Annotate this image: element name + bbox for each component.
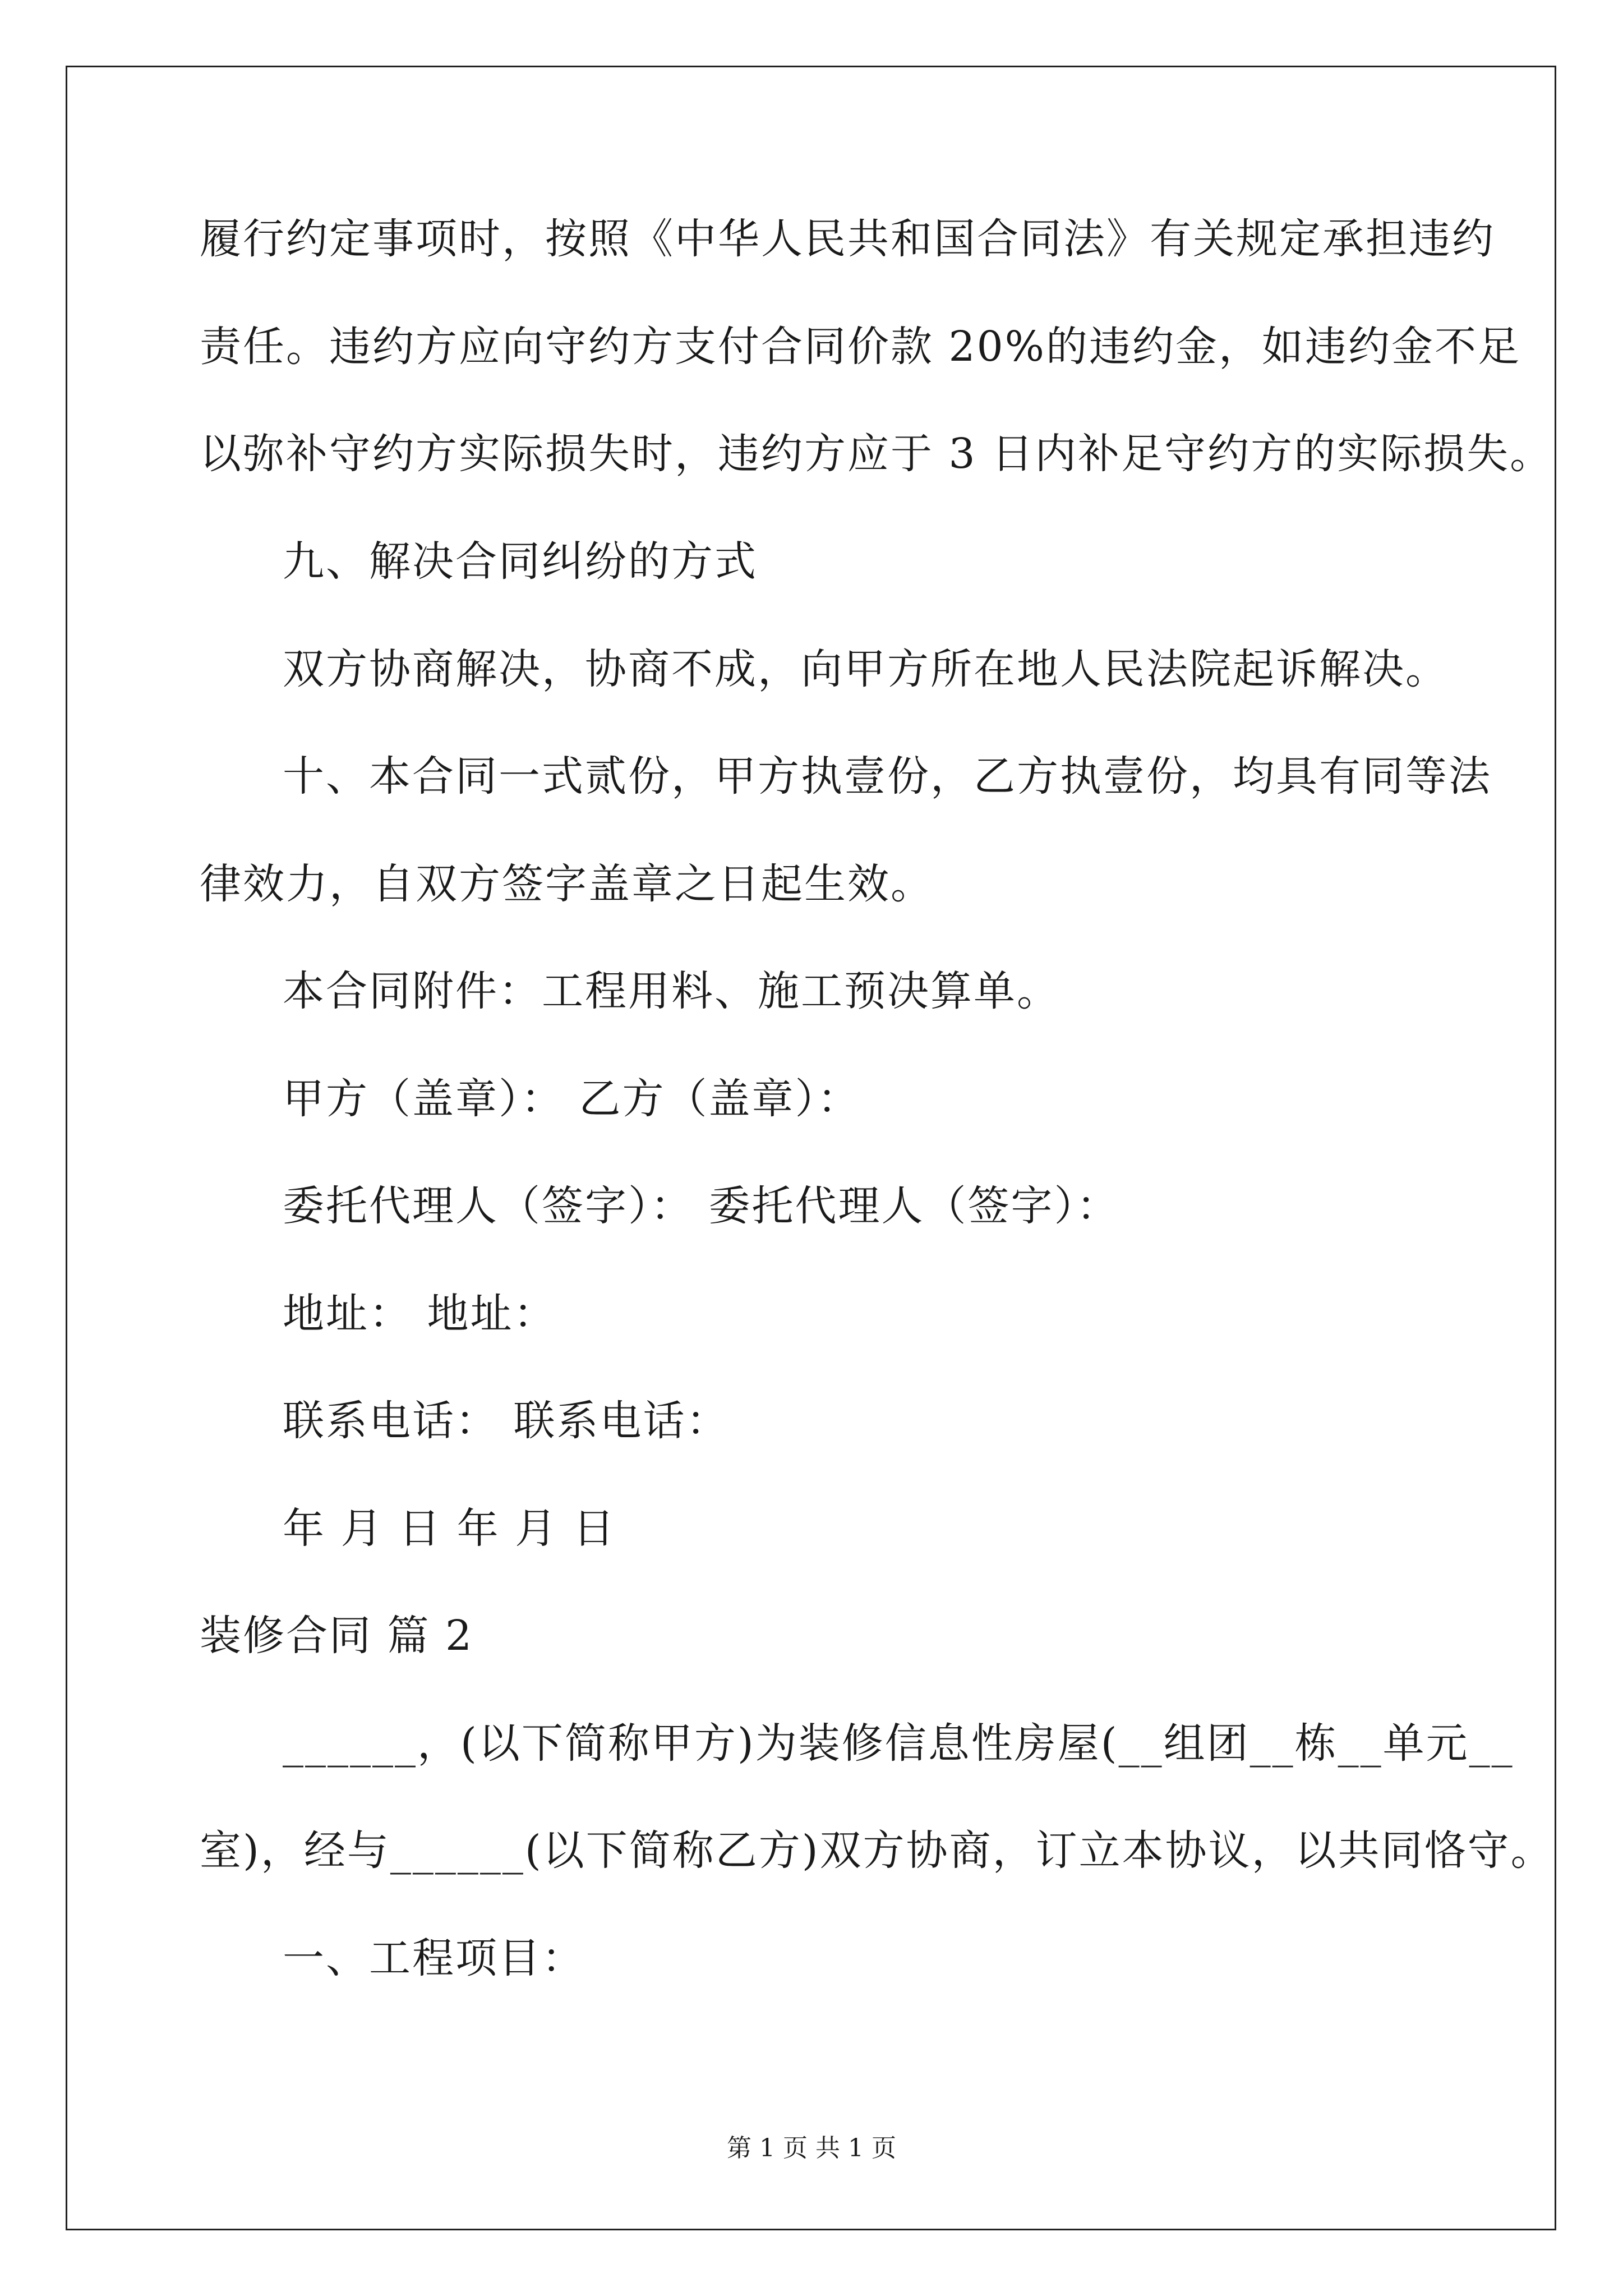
body-line-15: ______，(以下简称甲方)为装修信息性房屋(__组团__栋__单元__ [283, 1719, 1514, 1768]
body-line-2: 责任。违约方应向守约方支付合同价款 20%的违约金，如违约金不足 [200, 323, 1521, 371]
page-number-footer: 第 1 页 共 1 页 [727, 2134, 896, 2162]
signature-phone-line: 联系电话： 联系电话： [283, 1397, 730, 1445]
body-line-3: 以弥补守约方实际损失时，违约方应于 3 日内补足守约方的实际损失。 [200, 430, 1553, 478]
signature-agent-line: 委托代理人（签字）： 委托代理人（签字）： [283, 1182, 1120, 1230]
body-line-7: 律效力，自双方签字盖章之日起生效。 [200, 860, 934, 908]
page-border [66, 66, 1556, 2230]
attachments-line: 本合同附件：工程用料、施工预决算单。 [283, 967, 1060, 1015]
section-heading-9: 九、解决合同纠纷的方式 [283, 537, 758, 586]
signature-address-line: 地址： 地址： [283, 1290, 557, 1338]
contract-title-2: 装修合同 篇 2 [200, 1612, 474, 1660]
signature-date-line: 年 月 日 年 月 日 [283, 1504, 616, 1553]
signature-seal-line: 甲方（盖章）： 乙方（盖章）： [283, 1075, 861, 1123]
section-heading-10: 十、本合同一式贰份，甲方执壹份，乙方执壹份，均具有同等法 [283, 752, 1492, 800]
section-heading-1: 一、工程项目： [283, 1934, 585, 1982]
body-line-1: 履行约定事项时，按照《中华人民共和国合同法》有关规定承担违约 [200, 215, 1495, 263]
body-line-5: 双方协商解决，协商不成，向甲方所在地人民法院起诉解决。 [283, 645, 1449, 693]
body-line-16: 室)，经与______(以下简称乙方)双方协商，订立本协议，以共同恪守。 [200, 1826, 1554, 1875]
